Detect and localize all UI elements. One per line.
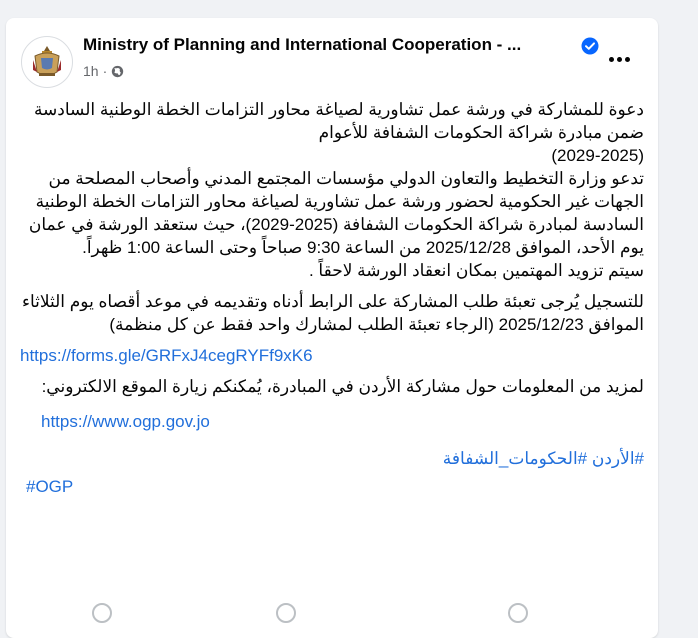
form-link[interactable]: https://forms.gle/GRFxJ4cegRYFf9xK6 — [20, 346, 313, 365]
comment-icon[interactable] — [276, 603, 296, 623]
post-paragraph-title: دعوة للمشاركة في ورشة عمل تشاورية لصياغة محاور التزامات الخطة الوطنية السادسة ضمن مبادرة شراكة الحكومات الشفافة للأعوام — [33, 100, 644, 142]
hashtags-arabic[interactable]: #الأردن #الحكومات_الشفافة — [442, 449, 644, 468]
post-paragraph-registration: للتسجيل يُرجى تعبئة طلب المشاركة على الرابط أدناه وتقديمه في موعد أقصاه يوم الثلاثاء الموافق 2025/12/23 (الرجاء تعبئة الطلب لمشارك واحد فقط عن كل منظمة) — [21, 292, 644, 334]
globe-icon[interactable] — [111, 65, 124, 78]
page-avatar[interactable] — [21, 36, 73, 88]
post-card — [6, 18, 658, 638]
meta-separator: · — [102, 63, 108, 79]
verified-badge-icon — [581, 37, 599, 55]
like-icon[interactable] — [92, 603, 112, 623]
more-options-button[interactable] — [602, 48, 636, 70]
website-link[interactable]: https://www.ogp.gov.jo — [41, 412, 210, 431]
jordan-coat-of-arms-logo — [27, 42, 67, 82]
page-name-link[interactable]: Ministry of Planning and International Cooperation - ... — [83, 35, 522, 54]
post-actions-row — [6, 601, 658, 621]
more-options-icon-dot — [625, 57, 630, 62]
more-options-icon-dot — [617, 57, 622, 62]
post-body — [20, 98, 644, 498]
post-paragraph-invitation: تدعو وزارة التخطيط والتعاون الدولي مؤسسات المجتمع المدني وأصحاب المصلحة من الجهات غير الحكومية لحضور ورشة عمل تشاورية لصياغة محاور التزامات الخطة الوطنية السادسة لمبادرة شراكة الحكومات الشفافة (2025-2029)، حيث ستعقد الورشة في عمان يوم الأحد، الموافق 2025/12/28 من الساعة 9:30 صباحاً وحتى الساعة 1:00 ظهراً. — [28, 169, 644, 257]
more-options-icon — [609, 57, 614, 62]
post-paragraph-years: (2029-2025) — [551, 146, 644, 165]
hashtag-ogp[interactable]: #OGP — [26, 477, 74, 496]
post-meta — [83, 63, 124, 79]
share-icon[interactable] — [508, 603, 528, 623]
post-paragraph-more-info: لمزيد من المعلومات حول مشاركة الأردن في المبادرة، يُمكنكم زيارة الموقع الالكتروني: — [41, 377, 644, 396]
post-timestamp[interactable]: 1h — [83, 63, 99, 79]
post-paragraph-location-note: سيتم تزويد المهتمين بمكان انعقاد الورشة لاحقاً . — [308, 261, 644, 280]
